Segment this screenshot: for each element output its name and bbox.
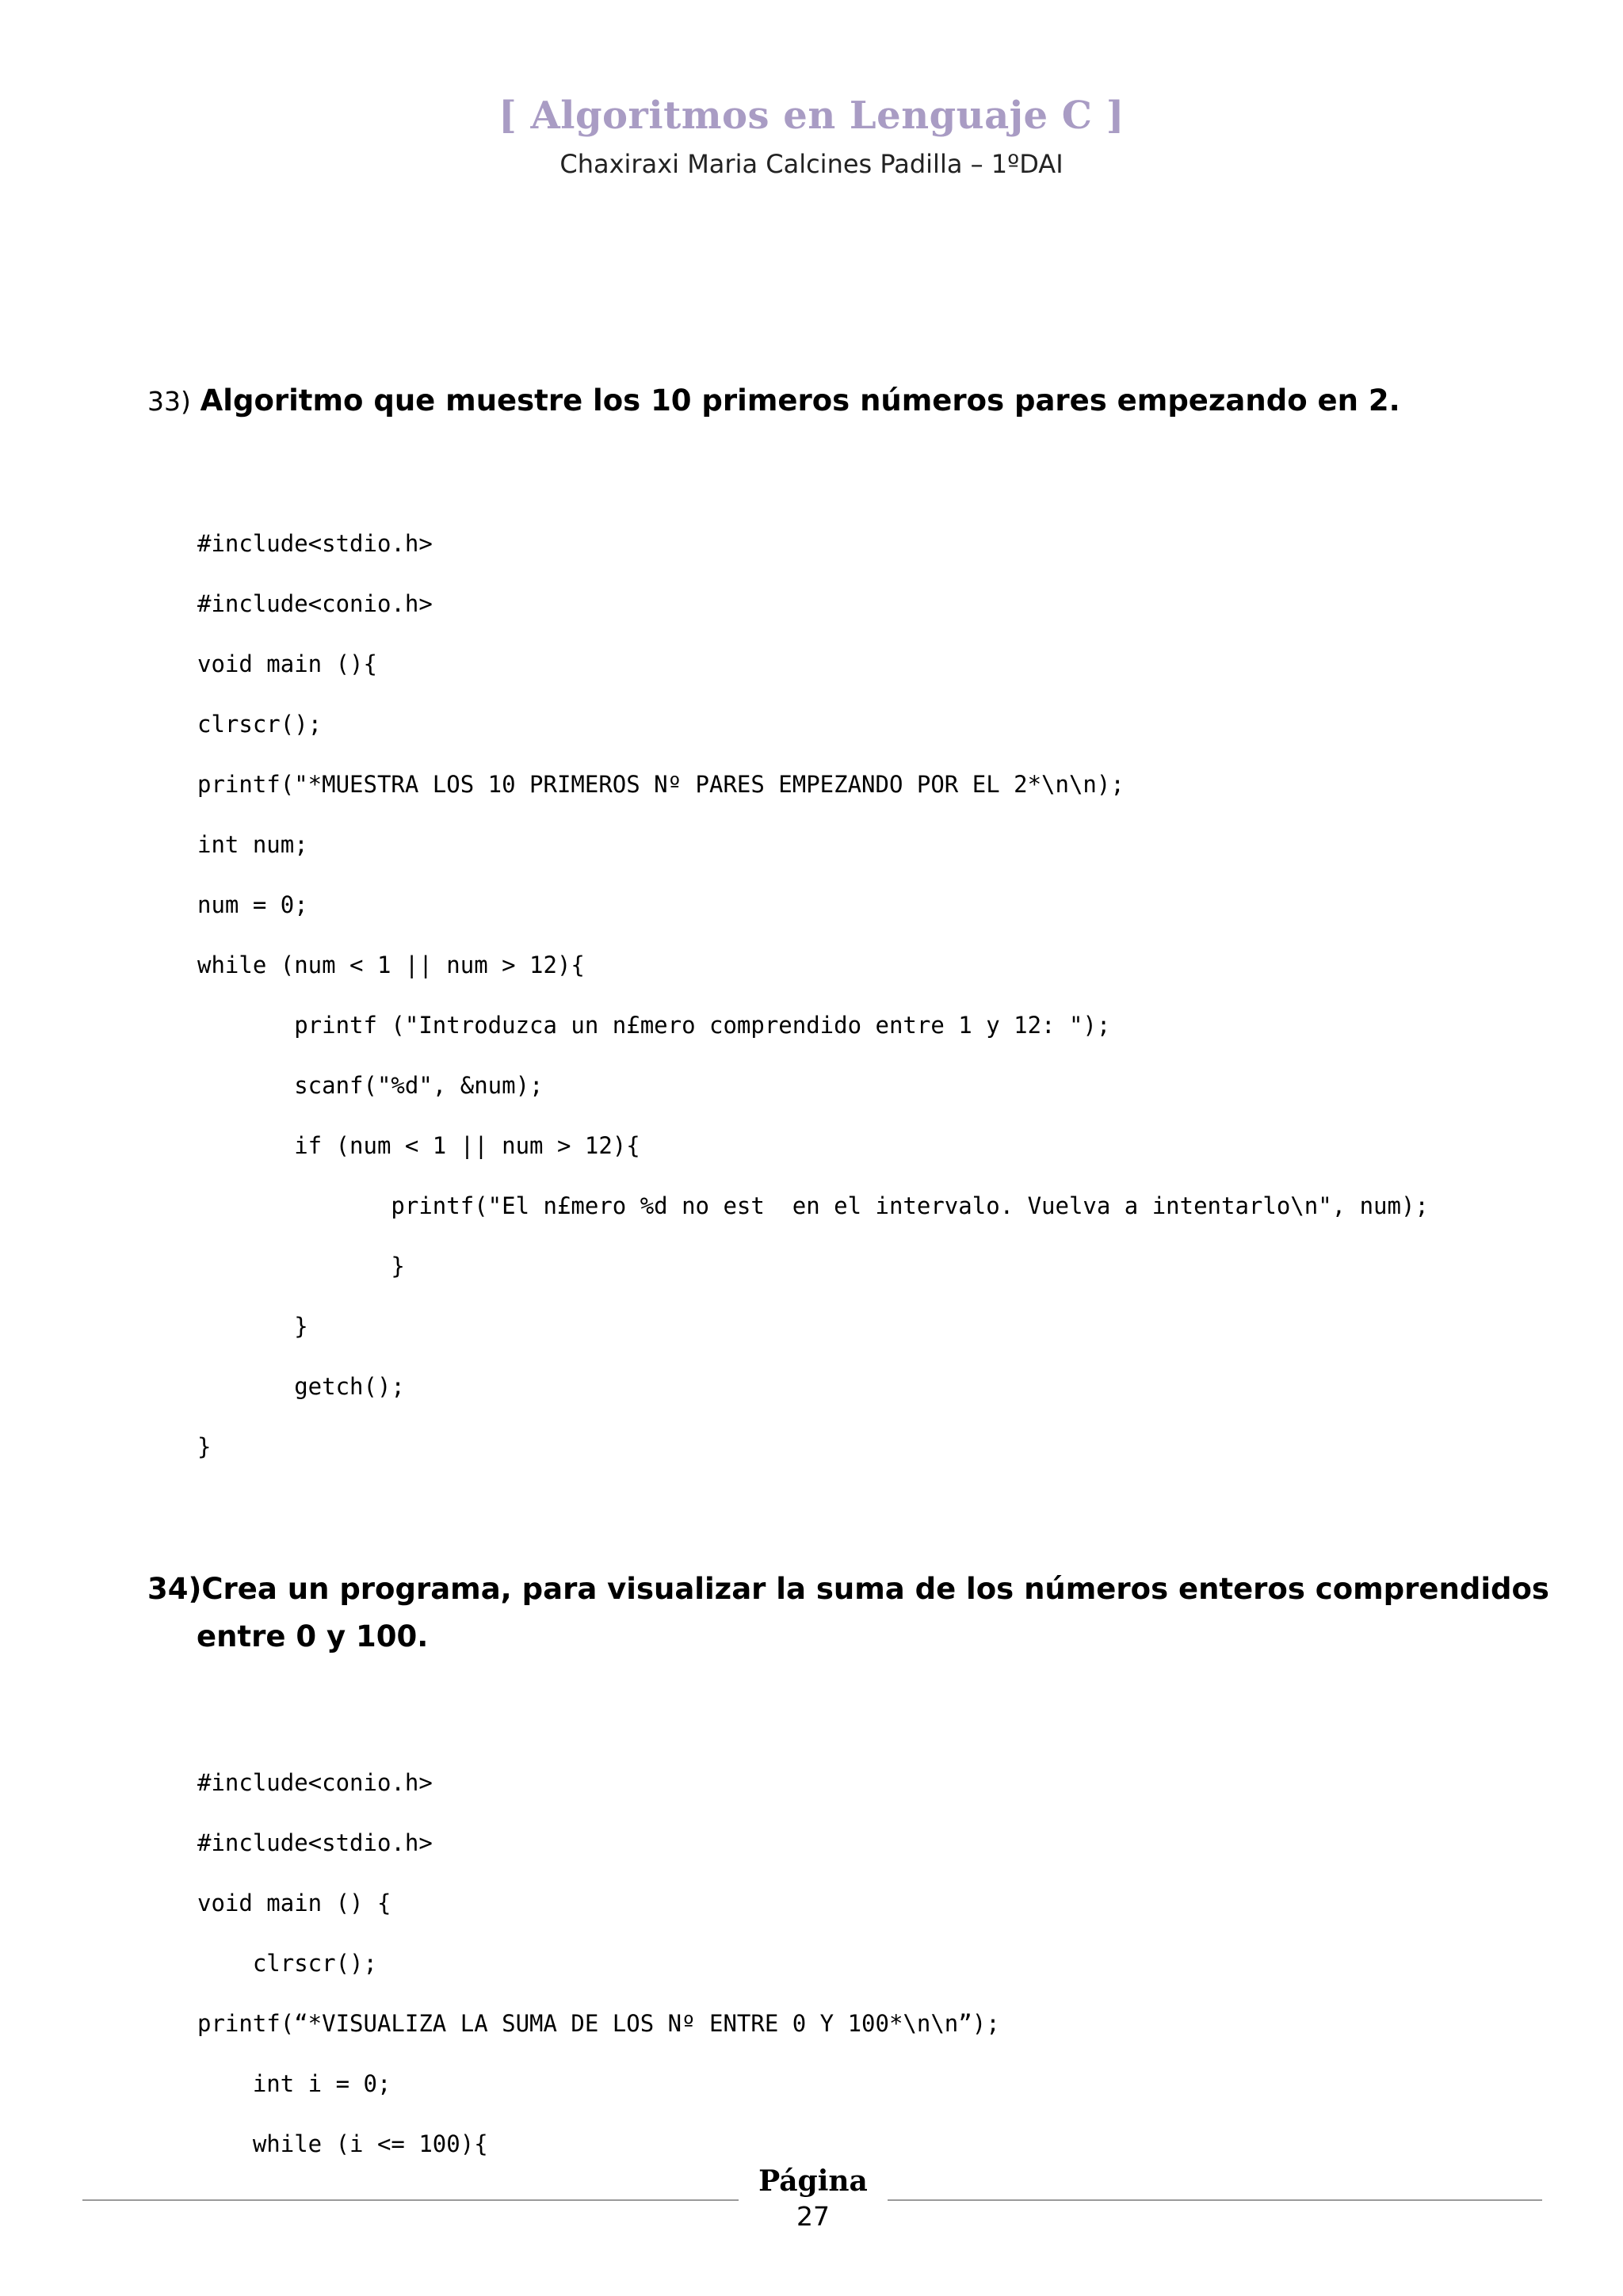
footer-divider-right — [888, 2199, 1542, 2201]
code-line: void main (){ — [197, 650, 377, 677]
code-line: printf("*MUESTRA LOS 10 PRIMEROS Nº PARES EMPEZANDO POR EL 2*\n\n); — [197, 771, 1125, 798]
exercise-title: Algoritmo que muestre los 10 primeros números pares empezando en 2. — [200, 383, 1400, 418]
document-title: [ Algoritmos en Lenguaje C ] — [498, 93, 1125, 138]
code-line: printf(“*VISUALIZA LA SUMA DE LOS Nº ENTRE 0 Y 100*\n\n”); — [197, 2010, 1000, 2037]
code-line: } — [197, 1433, 212, 1460]
code-line: #include<stdio.h> — [197, 530, 433, 557]
code-line: } — [197, 1313, 308, 1340]
code-line: while (i <= 100){ — [197, 2130, 488, 2157]
exercise-title: Crea un programa, para visualizar la suma de los números enteros comprendidos entre 0 y 100. — [197, 1572, 1549, 1653]
code-line: getch(); — [197, 1373, 405, 1400]
code-line: int num; — [197, 831, 308, 858]
footer-divider-left — [82, 2199, 739, 2201]
code-line: num = 0; — [197, 891, 308, 918]
code-line: clrscr(); — [197, 1950, 377, 1977]
code-line: printf("El n£mero %d no est en el intervalo. Vuelva a intentarlo\n", num); — [197, 1192, 1429, 1219]
document-author: Chaxiraxi Maria Calcines Padilla – 1ºDAI — [559, 149, 1064, 179]
code-line: int i = 0; — [197, 2070, 391, 2097]
code-line: clrscr(); — [197, 711, 323, 738]
exercise-number: 34) — [147, 1572, 202, 1606]
code-line: while (num < 1 || num > 12){ — [197, 952, 585, 978]
exercise-number: 33) — [147, 386, 191, 417]
code-line: #include<conio.h> — [197, 1769, 433, 1796]
code-line: if (num < 1 || num > 12){ — [197, 1132, 640, 1159]
exercise-34-heading — [147, 1566, 1575, 1661]
code-block-34 — [197, 1753, 1000, 2174]
footer-page-number: 27 — [796, 2201, 830, 2232]
exercise-33-heading — [147, 377, 1526, 425]
code-line: #include<stdio.h> — [197, 1829, 433, 1856]
footer-page-label: Página — [758, 2164, 868, 2198]
code-line: } — [197, 1253, 405, 1280]
code-line: printf ("Introduzca un n£mero comprendido entre 1 y 12: "); — [197, 1012, 1111, 1039]
code-line: scanf("%d", &num); — [197, 1072, 544, 1099]
code-line: #include<conio.h> — [197, 590, 433, 617]
code-line: void main () { — [197, 1890, 391, 1917]
code-block-33 — [197, 513, 1429, 1477]
